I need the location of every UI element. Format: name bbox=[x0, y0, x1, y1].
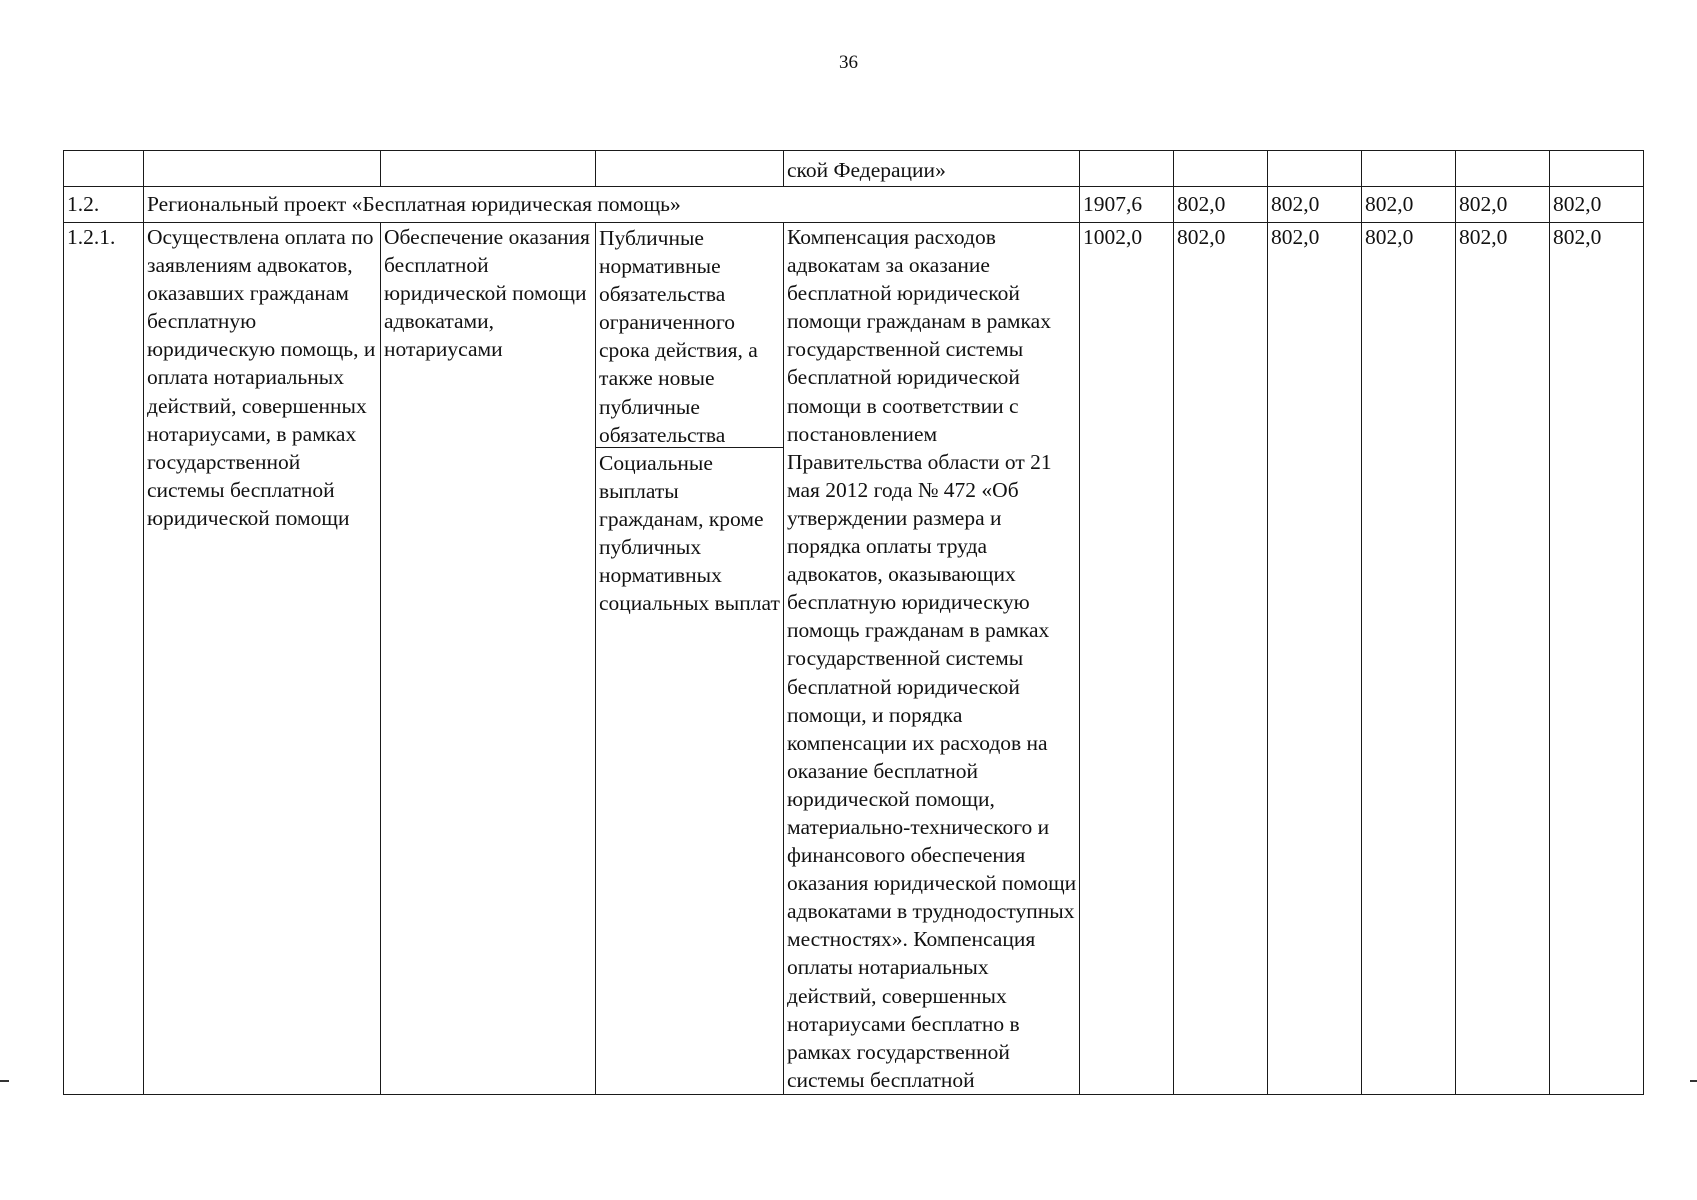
item-purpose: Обеспечение оказания бесплатной юридической помощи адвокатами, нотариусами bbox=[381, 223, 596, 1095]
project-value-6: 802,0 bbox=[1550, 187, 1644, 223]
item-description: Компенсация расходов адвокатам за оказание бесплатной юридической помощи гражданам в рамках государственной системы бесплатной юридической помощи в соответствии с постановлением Правительства области от 21 мая 2012 года № 472 «Об утверждении размера и порядка оплаты труда адвокатов, оказывающих бесплатную юридическую помощь гражданам в рамках государственной системы бесплатной юридической помощи, и порядка компенсации их расходов на оказание бесплатной юридической помощи, материально-технического и финансового обеспечения оказания юридической помощи адвокатами в труднодоступных местностях». Компенсация оплаты нотариальных действий, совершенных нотариусами бесплатно в рамках государственной системы бесплатной bbox=[784, 223, 1080, 1095]
scan-mark-right bbox=[1690, 1080, 1697, 1082]
cell-value-empty-1 bbox=[1080, 151, 1174, 187]
cell-value-empty-2 bbox=[1174, 151, 1268, 187]
project-title: Региональный проект «Бесплатная юридическая помощь» bbox=[144, 187, 1080, 223]
cell-value-empty-5 bbox=[1456, 151, 1550, 187]
scan-mark-left bbox=[0, 1080, 9, 1082]
project-value-3: 802,0 bbox=[1268, 187, 1362, 223]
item-value-2: 802,0 bbox=[1174, 223, 1268, 1095]
item-value-5: 802,0 bbox=[1456, 223, 1550, 1095]
item-result: Осуществлена оплата по заявлениям адвокатов, оказавших гражданам бесплатную юридическую помощь, и оплата нотариальных действий, совершенных нотариусами, в рамках государственной системы бесплатной юридической помощи bbox=[144, 223, 381, 1095]
project-value-1: 1907,6 bbox=[1080, 187, 1174, 223]
cell-description-continuation: ской Федерации» bbox=[784, 151, 1080, 187]
item-row bbox=[64, 223, 1644, 1095]
cell-value-empty-4 bbox=[1362, 151, 1456, 187]
cell-purpose-empty bbox=[381, 151, 596, 187]
cell-value-empty-3 bbox=[1268, 151, 1362, 187]
project-value-5: 802,0 bbox=[1456, 187, 1550, 223]
item-obligation-type-1: Публичные нормативные обязательства ограниченного срока действия, а также новые публичные обязательства bbox=[596, 223, 783, 448]
cell-result-empty bbox=[144, 151, 381, 187]
project-value-4: 802,0 bbox=[1362, 187, 1456, 223]
continuation-row bbox=[64, 151, 1644, 187]
item-value-6: 802,0 bbox=[1550, 223, 1644, 1095]
project-code: 1.2. bbox=[64, 187, 144, 223]
project-row bbox=[64, 187, 1644, 223]
item-obligation-type-2: Социальные выплаты гражданам, кроме публичных нормативных социальных выплат bbox=[599, 451, 780, 616]
item-code: 1.2.1. bbox=[64, 223, 144, 1095]
item-value-3: 802,0 bbox=[1268, 223, 1362, 1095]
cell-code-empty bbox=[64, 151, 144, 187]
cell-value-empty-6 bbox=[1550, 151, 1644, 187]
item-obligation-cell bbox=[596, 223, 784, 1095]
project-value-2: 802,0 bbox=[1174, 187, 1268, 223]
budget-table bbox=[63, 150, 1644, 1095]
item-value-1: 1002,0 bbox=[1080, 223, 1174, 1095]
page-number: 36 bbox=[839, 52, 858, 73]
item-value-4: 802,0 bbox=[1362, 223, 1456, 1095]
cell-obligation-empty bbox=[596, 151, 784, 187]
